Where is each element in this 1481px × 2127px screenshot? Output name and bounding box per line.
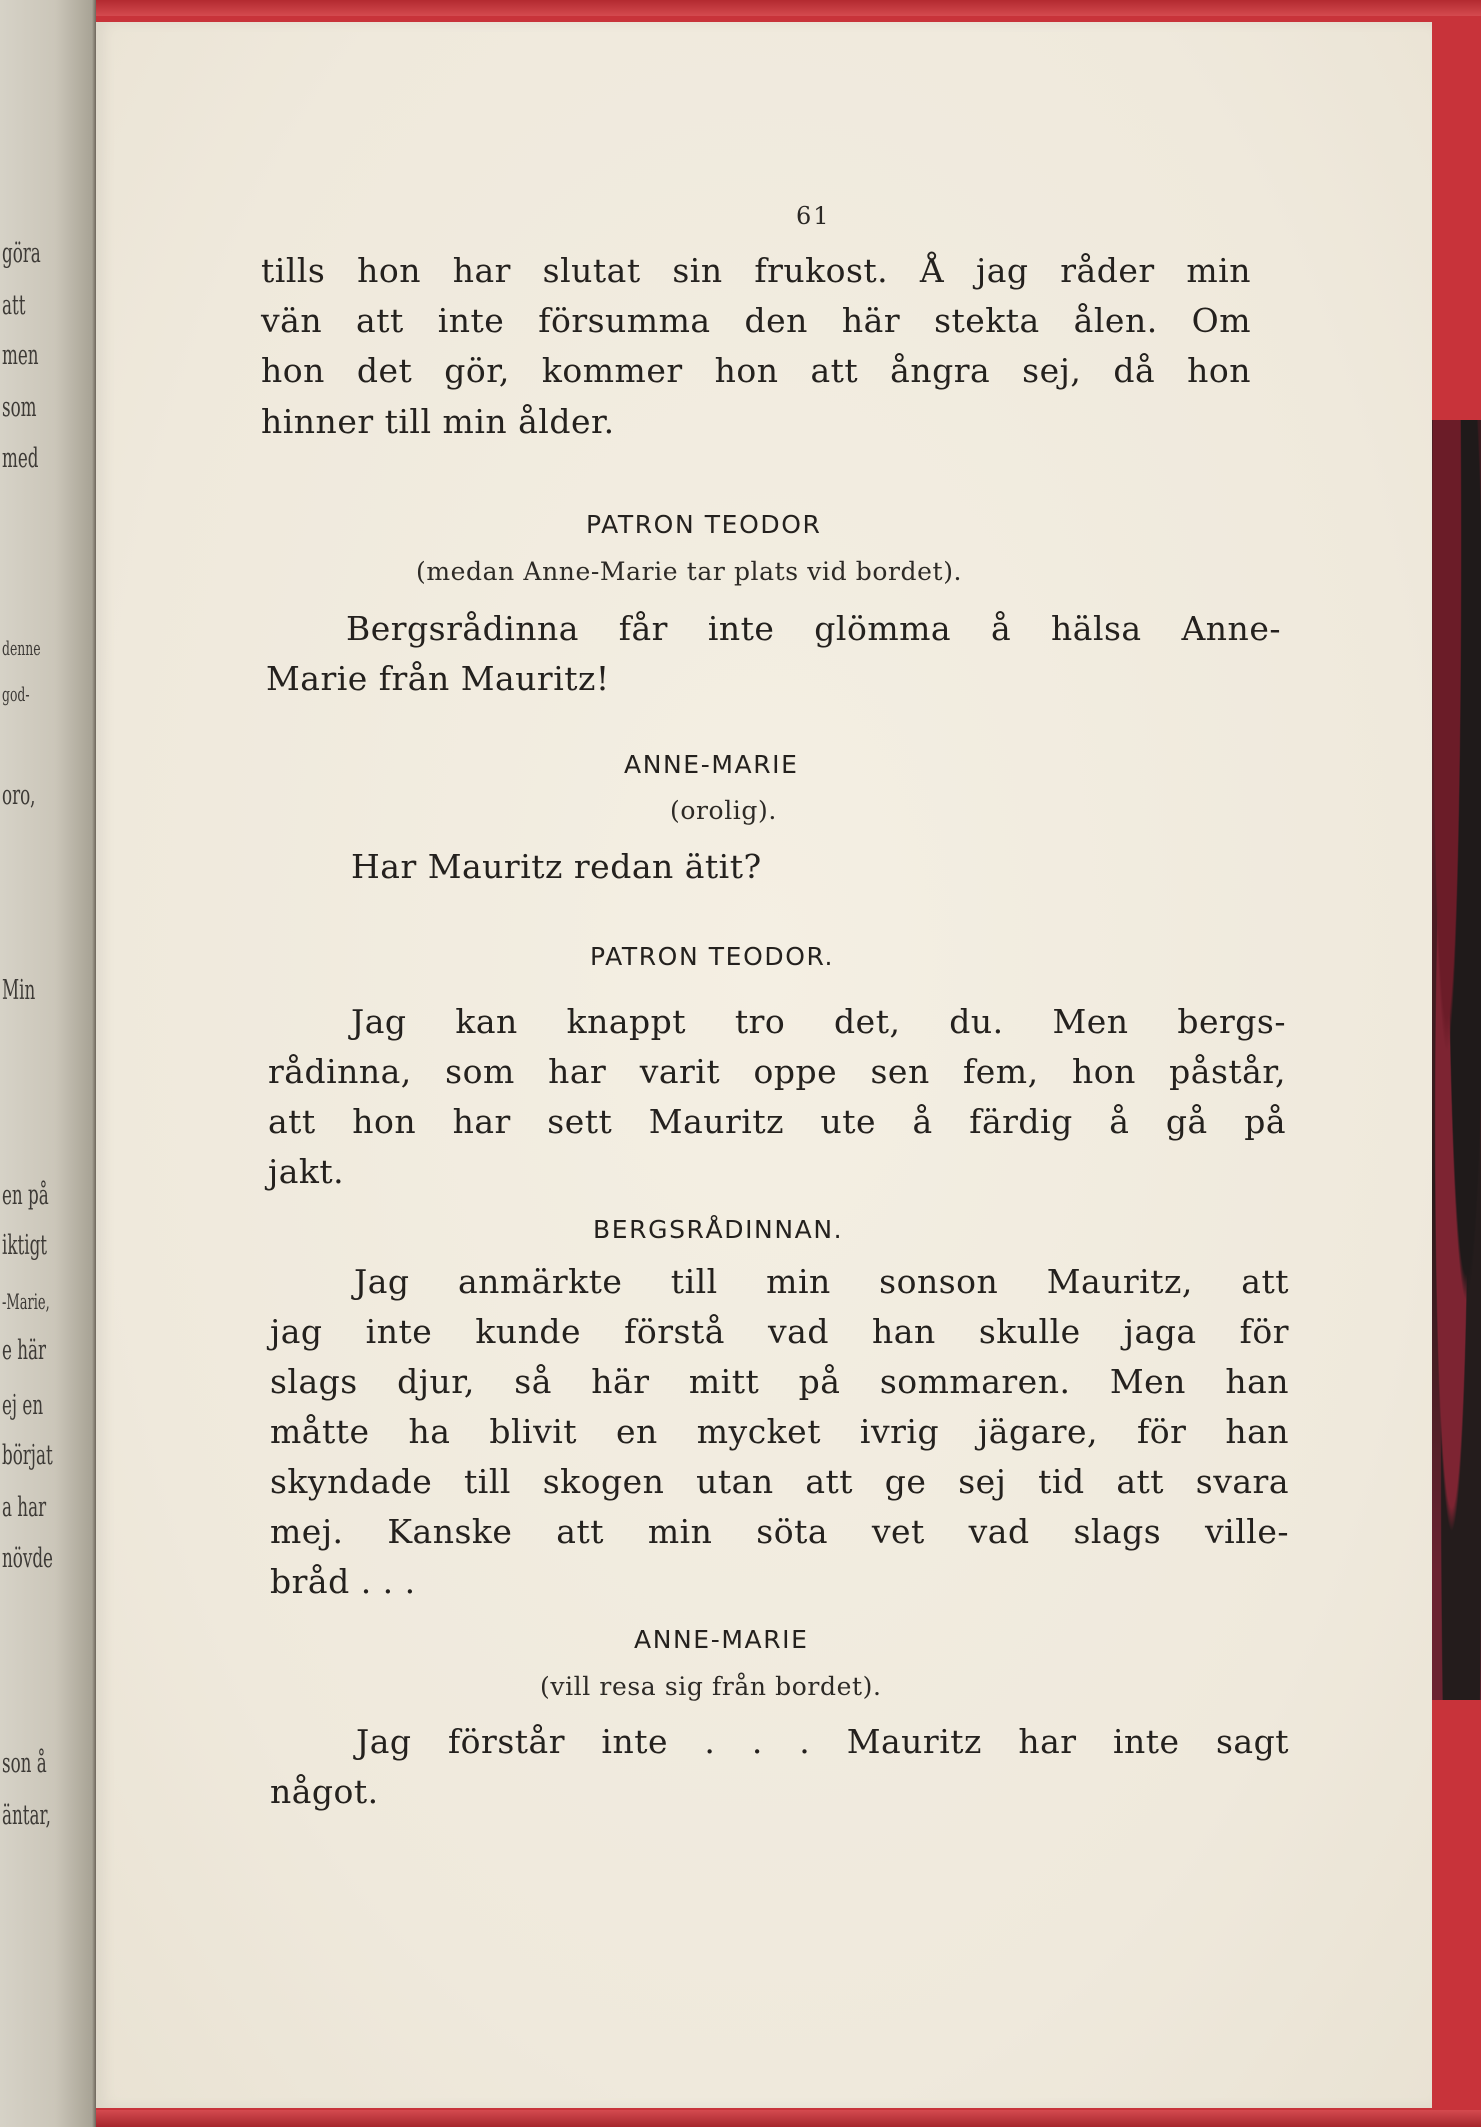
text-line: Bergsrådinna får inte glömma å hälsa Anne-	[346, 609, 1281, 648]
facing-page-fragment: men	[2, 340, 39, 371]
facing-page-fragment: ej en	[2, 1390, 44, 1421]
text-line: jakt.	[268, 1152, 345, 1191]
text-line: hinner till min ålder.	[261, 402, 615, 441]
stage-direction: (orolig).	[670, 796, 777, 825]
text-line: mej. Kanske att min söta vet vad slags ville-	[270, 1512, 1289, 1551]
stage-direction: (vill resa sig från bordet).	[540, 1672, 882, 1701]
text-line: Jag kan knappt tro det, du. Men bergs-	[351, 1002, 1286, 1041]
facing-page	[0, 0, 96, 2127]
cover-edge-top	[80, 0, 1481, 16]
facing-page-fragment: göra	[2, 238, 41, 269]
facing-page-fragment: börjat	[2, 1440, 53, 1471]
text-line: hon det gör, kommer hon att ångra sej, då hon	[261, 351, 1251, 390]
facing-page-fragment: att	[2, 290, 26, 321]
facing-page-fragment: -Marie,	[2, 1290, 50, 1314]
text-line: skyndade till skogen utan att ge sej tid att svara	[270, 1462, 1289, 1501]
text-line: slags djur, så här mitt på sommaren. Men han	[270, 1362, 1289, 1401]
text-line: tills hon har slutat sin frukost. Å jag råder min	[261, 251, 1251, 290]
text-line: jag inte kunde förstå vad han skulle jaga för	[270, 1312, 1289, 1351]
facing-page-fragment: Min	[2, 975, 36, 1006]
facing-page-fragment: med	[2, 443, 39, 474]
text-line: Jag förstår inte . . . Mauritz har inte sagt	[356, 1722, 1289, 1761]
facing-page-fragment: en på	[2, 1180, 49, 1211]
speaker-name: ANNE-MARIE	[624, 750, 799, 779]
speaker-name: BERGSRÅDINNAN.	[593, 1215, 844, 1244]
text-line: Jag anmärkte till min sonson Mauritz, att	[354, 1262, 1289, 1301]
speaker-name: ANNE-MARIE	[634, 1625, 809, 1654]
text-line: Marie från Mauritz!	[266, 659, 610, 698]
book-page	[96, 22, 1432, 2108]
facing-page-fragment: äntar,	[2, 1800, 51, 1831]
facing-page-fragment: som	[2, 392, 37, 423]
text-line: vän att inte försumma den här stekta ålen. Om	[261, 301, 1251, 340]
facing-page-fragment: god-	[2, 682, 30, 706]
text-line: bråd . . .	[270, 1562, 416, 1601]
facing-page-fragment: növde	[2, 1543, 53, 1574]
facing-page-fragment: denne	[2, 636, 41, 660]
facing-page-fragment: e här	[2, 1335, 47, 1366]
stage-direction: (medan Anne-Marie tar plats vid bordet).	[416, 557, 963, 586]
speaker-name: PATRON TEODOR	[586, 510, 822, 539]
facing-page-fragment: oro,	[2, 780, 36, 811]
text-line: Har Mauritz redan ätit?	[351, 847, 762, 886]
marbled-endpaper	[1432, 420, 1481, 1700]
text-line: något.	[270, 1772, 379, 1811]
text-line: rådinna, som har varit oppe sen fem, hon påstår,	[268, 1052, 1286, 1091]
page-number: 61	[796, 202, 831, 230]
text-line: att hon har sett Mauritz ute å färdig å gå på	[268, 1102, 1286, 1141]
facing-page-fragment: son å	[2, 1748, 47, 1779]
facing-page-fragment: a har	[2, 1492, 47, 1523]
cover-edge-bottom	[80, 2110, 1481, 2127]
text-line: måtte ha blivit en mycket ivrig jägare, för han	[270, 1412, 1289, 1451]
facing-page-fragment: iktigt	[2, 1230, 48, 1261]
speaker-name: PATRON TEODOR.	[590, 942, 835, 971]
